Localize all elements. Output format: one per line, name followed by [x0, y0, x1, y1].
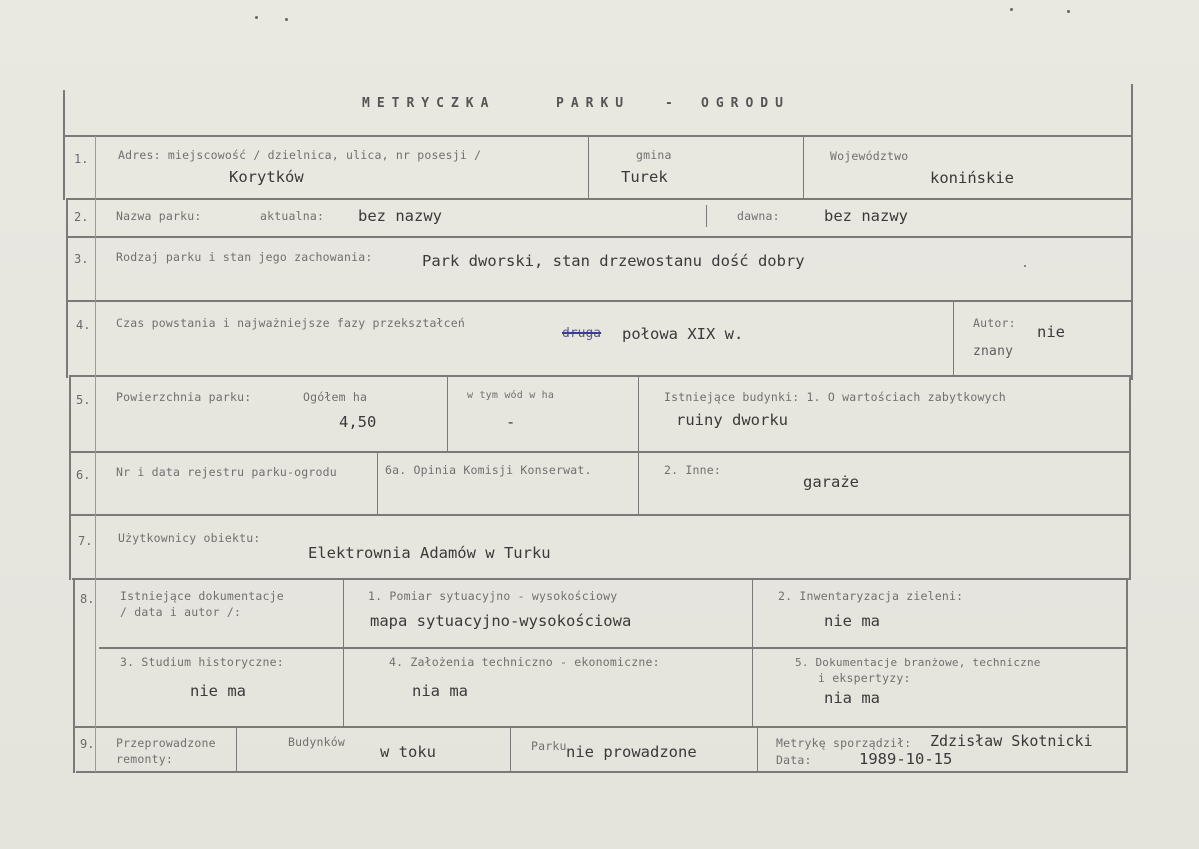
adres-value: Korytków — [229, 168, 304, 186]
dawna-value: bez nazwy — [824, 207, 908, 225]
gmina-value: Turek — [621, 168, 668, 186]
inne-label: 2. Inne: — [664, 463, 721, 477]
adres-label: Adres: miejscowość / dzielnica, ulica, nr posesji / — [118, 148, 482, 162]
inne-value: garaże — [803, 473, 859, 491]
dok-branzowe-label-2: i ekspertyzy: — [818, 671, 911, 685]
inwentaryzacja-value: nie ma — [824, 612, 880, 630]
czas-powstania-value: połowa XIX w. — [622, 325, 744, 343]
row-4-number: 4. — [76, 318, 91, 332]
remonty-label-1: Przeprowadzone — [116, 736, 216, 750]
studium-label: 3. Studium historyczne: — [120, 655, 284, 669]
uzytkownicy-label: Użytkownicy obiektu: — [118, 531, 261, 545]
zalozenia-label: 4. Założenia techniczno - ekonomiczne: — [389, 655, 660, 669]
inwentaryzacja-label: 2. Inwentaryzacja zieleni: — [778, 589, 964, 603]
rejestr-label: Nr i data rejestru parku-ogrodu — [116, 465, 337, 479]
row-7-number: 7. — [78, 534, 93, 548]
gmina-label: gmina — [636, 148, 672, 162]
row-1-number: 1. — [74, 152, 89, 166]
rule-r5 — [70, 451, 1131, 453]
row-3-number: 3. — [74, 252, 89, 266]
rule-r4 — [70, 375, 1131, 377]
wod-label: w tym wód w ha — [467, 390, 555, 401]
rule-bottom — [76, 771, 1127, 773]
rule-top — [64, 135, 1133, 137]
wojewodztwo-value: konińskie — [930, 169, 1014, 187]
rule-r4-autor — [953, 301, 954, 375]
row-2-number: 2. — [74, 210, 89, 224]
sporzadzil-value: Zdzisław Skotnicki — [930, 732, 1093, 750]
title-dash: - — [665, 96, 680, 111]
rule-r8 — [74, 726, 1127, 728]
row-9-number: 9. — [80, 737, 95, 751]
rule-right-3 — [1126, 578, 1128, 773]
autor-value-1: nie — [1037, 323, 1065, 341]
dok-branzowe-value: nia ma — [824, 689, 880, 707]
rule-r8-c2 — [752, 580, 753, 726]
ogolem-value: 4,50 — [339, 413, 377, 431]
remonty-label-2: remonty: — [116, 752, 173, 766]
speck — [285, 18, 288, 21]
title-ogrodu: OGRODU — [701, 96, 790, 111]
speck — [255, 16, 258, 19]
aktualna-value: bez nazwy — [358, 207, 442, 225]
rule-r9-c1 — [236, 727, 237, 771]
zalozenia-value: nia ma — [412, 682, 468, 700]
wod-value: - — [506, 413, 516, 431]
powierzchnia-label: Powierzchnia parku: — [116, 390, 252, 404]
row-8-number: 8. — [80, 592, 95, 606]
rule-r9-c2 — [510, 727, 511, 771]
title-parku: PARKU — [556, 96, 631, 111]
row-5-number: 5. — [76, 393, 91, 407]
budynki-value: ruiny dworku — [676, 411, 788, 429]
rule-r1 — [66, 198, 1133, 200]
rule-r9-c3 — [757, 727, 758, 771]
studium-value: nie ma — [190, 682, 246, 700]
budynki-label: Istniejące budynki: 1. O wartościach zabytkowych — [664, 390, 1006, 404]
rule-num-col — [95, 136, 96, 772]
rule-left-2 — [66, 198, 68, 378]
wojewodztwo-label: Województwo — [830, 149, 909, 163]
rule-r8a — [99, 647, 1127, 649]
rule-r6-opinia — [377, 452, 378, 514]
pomiar-value: mapa sytuacyjno-wysokościowa — [370, 612, 632, 630]
autor-label: Autor: — [973, 316, 1016, 330]
data-label: Data: — [776, 753, 812, 767]
rule-right-2 — [1129, 375, 1131, 580]
rule-r8-c1 — [343, 580, 344, 726]
rule-left-1 — [63, 90, 65, 200]
rodzaj-parku-value: Park dworski, stan drzewostanu dość dobry — [422, 252, 805, 270]
aktualna-label: aktualna: — [260, 209, 325, 223]
rule-r7 — [72, 578, 1129, 580]
data-value: 1989-10-15 — [859, 750, 953, 768]
speck — [1067, 10, 1070, 13]
nazwa-parku-label: Nazwa parku: — [116, 209, 202, 223]
parku-label: Parku — [531, 739, 567, 753]
rule-r6-inne — [638, 452, 639, 514]
dok-branzowe-label-1: 5. Dokumentacje branżowe, techniczne — [795, 656, 1041, 669]
ogolem-label: Ogółem ha — [303, 390, 368, 404]
rodzaj-parku-label: Rodzaj parku i stan jego zachowania: — [116, 250, 373, 264]
parku-value: nie prowadzone — [566, 743, 697, 761]
rule-r1-woj — [803, 136, 804, 198]
sporzadzil-label: Metrykę sporządził: — [776, 736, 912, 750]
rule-r1-gmina — [588, 136, 589, 198]
rule-r2 — [68, 236, 1131, 238]
speck — [1010, 8, 1013, 11]
pomiar-label: 1. Pomiar sytuacyjno - wysokościowy — [368, 589, 618, 603]
rule-right-1 — [1131, 84, 1133, 380]
budynkow-value: w toku — [380, 743, 436, 761]
dokumentacje-label-2: / data i autor /: — [120, 605, 242, 619]
czas-powstania-struck: druga — [562, 326, 602, 341]
czas-powstania-label: Czas powstania i najważniejsze fazy przekształceń — [116, 316, 466, 330]
budynkow-label: Budynków — [288, 735, 345, 749]
row-6-number: 6. — [76, 468, 91, 482]
opinia-label: 6a. Opinia Komisji Konserwat. — [385, 463, 592, 477]
dokumentacje-label-1: Istniejące dokumentacje — [120, 589, 284, 603]
rule-r6 — [70, 514, 1129, 516]
rule-left-3 — [69, 375, 71, 580]
rule-r5-bud — [638, 376, 639, 451]
rule-r2-dawna — [706, 205, 707, 227]
rule-r3 — [68, 300, 1131, 302]
speck — [1024, 265, 1026, 267]
rule-left-4 — [73, 578, 75, 773]
rule-r5-wod — [447, 376, 448, 451]
title-metryczka: METRYCZKA — [362, 96, 496, 111]
dawna-label: dawna: — [737, 209, 780, 223]
autor-value-2: znany — [973, 344, 1014, 359]
uzytkownicy-value: Elektrownia Adamów w Turku — [308, 544, 551, 562]
